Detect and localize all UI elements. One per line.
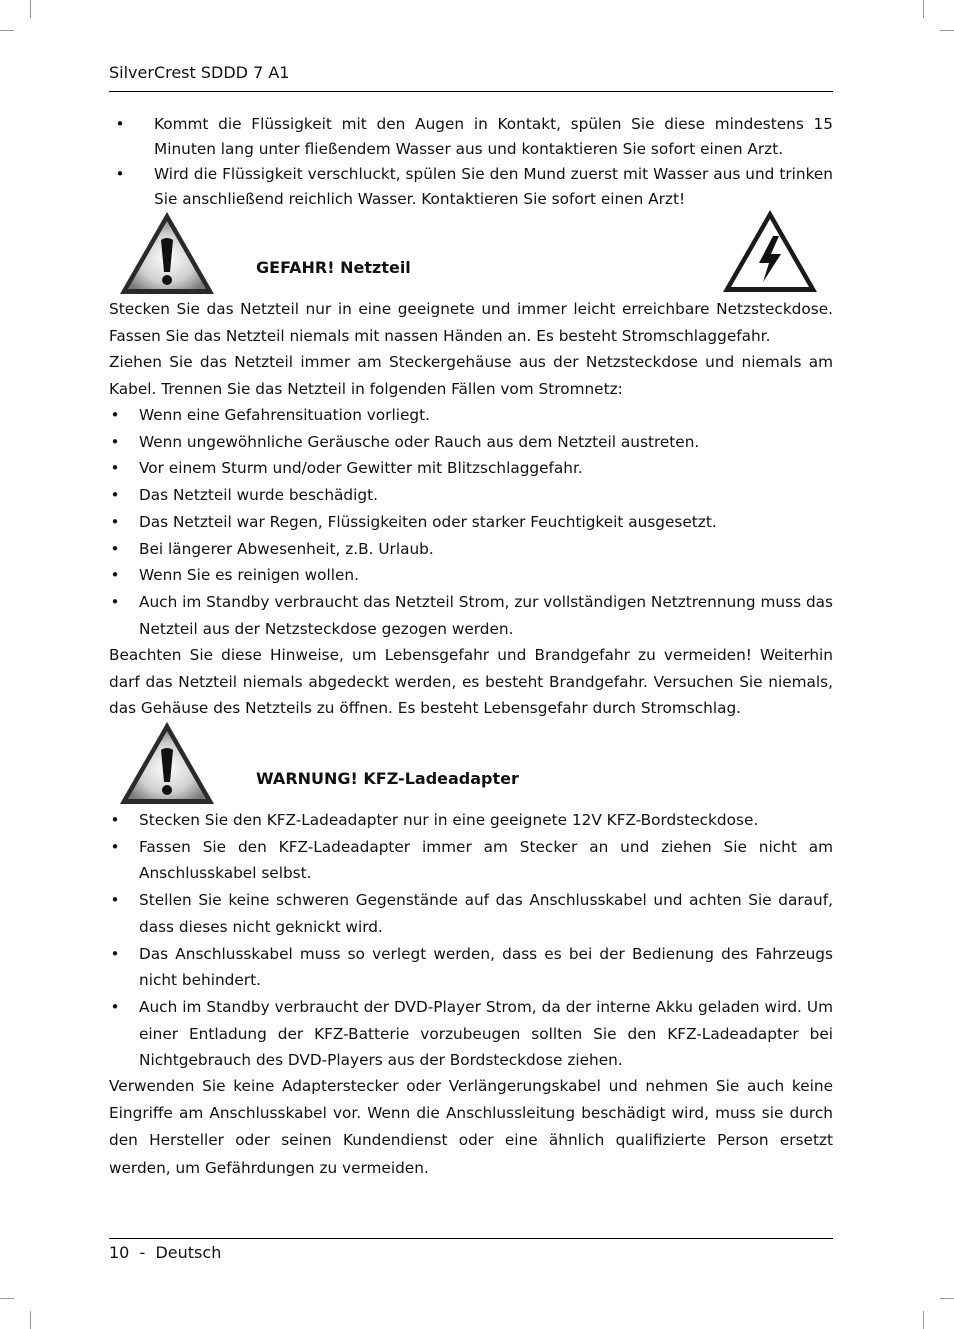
list-item: • Stellen Sie keine schweren Gegenstände auf das Anschlusskabel und achten Sie darauf, dass dieses nicht geknickt wird. [110, 891, 833, 936]
list-item: • Vor einem Sturm und/oder Gewitter mit Blitzschlaggefahr. [110, 459, 583, 478]
list-item: • Stecken Sie den KFZ-Ladeadapter nur in eine geeignete 12V KFZ-Bordsteckdose. [110, 811, 759, 829]
section-heading-car-adapter: WARNUNG! KFZ-Ladeadapter [256, 769, 519, 788]
list-item: • Das Netzteil wurde beschädigt. [110, 486, 378, 505]
section-heading-power-adapter: GEFAHR! Netzteil [256, 258, 411, 277]
page-footer [109, 1243, 221, 1262]
top-bullet-list [109, 112, 833, 212]
paragraph: Beachten Sie diese Hinweise, um Lebensgefahr und Brandgefahr zu vermeiden! Weiterhin darf das Netzteil niemals abgedeckt werden, es besteht Brandgefahr. Versuchen Sie niemals, das Gehäuse des Netzteils zu öffnen. Es besteht Lebensgefahr durch Stromschlag. [109, 646, 833, 717]
list-item: • Kommt die Flüssigkeit mit den Augen in Kontakt, spülen Sie diese mindestens 15 Minuten lang unter fließendem Wasser aus und kontaktieren Sie sofort einen Arzt. [115, 115, 833, 158]
header-rule [109, 91, 833, 92]
crop-mark [923, 0, 924, 18]
crop-mark [30, 0, 31, 18]
list-item: • Auch im Standby verbraucht der DVD-Player Strom, da der interne Akku geladen wird. Um einer Entladung der KFZ-Batterie vorzubeugen sollten Sie den KFZ-Ladeadapter bei Nichtgebrauch des DVD-Players aus der Bordsteckdose ziehen. [110, 997, 833, 1070]
page-number-language: 10 - Deutsch [109, 1243, 222, 1262]
crop-mark [0, 30, 14, 31]
list-item: • Auch im Standby verbraucht das Netzteil Strom, zur vollständigen Netztrennung muss das Netzteil aus der Netzsteckdose gezogen werden. [110, 592, 833, 638]
footer-rule [109, 1238, 833, 1239]
crop-mark [0, 1298, 14, 1299]
electric-hazard-icon [721, 208, 819, 294]
list-item: • Wenn eine Gefahrensituation vorliegt. [110, 406, 430, 424]
crop-mark [940, 30, 954, 31]
list-item: • Das Netzteil war Regen, Flüssigkeiten oder starker Feuchtigkeit ausgesetzt. [110, 512, 717, 531]
list-item: • Das Anschlusskabel muss so verlegt werden, dass es bei der Bedienung des Fahrzeugs nicht behindert. [110, 944, 833, 990]
crop-mark [940, 1298, 954, 1299]
car-adapter-bullet-list [109, 807, 833, 1074]
power-adapter-bullet-list [109, 402, 833, 642]
list-item: • Wird die Flüssigkeit verschluckt, spülen Sie den Mund zuerst mit Wasser aus und trinken Sie anschließend reichlich Wasser. Kontaktieren Sie sofort einen Arzt! [115, 165, 833, 208]
page-header-title: SilverCrest SDDD 7 A1 [109, 63, 290, 82]
list-item: • Wenn Sie es reinigen wollen. [110, 566, 359, 585]
paragraph: Ziehen Sie das Netzteil immer am Steckergehäuse aus der Netzsteckdose und niemals am Kabel. Trennen Sie das Netzteil in folgenden Fällen vom Stromnetz: [109, 353, 833, 398]
paragraph: Stecken Sie das Netzteil nur in eine geeignete und immer leicht erreichbare Netzsteckdose. Fassen Sie das Netzteil niemals mit nassen Händen an. Es besteht Stromschlaggefahr. [109, 300, 833, 345]
crop-mark [923, 1311, 924, 1329]
crop-mark [30, 1311, 31, 1329]
warning-exclamation-icon [118, 720, 216, 806]
warning-exclamation-icon [118, 210, 216, 296]
paragraph: Verwenden Sie keine Adapterstecker oder Verlängerungskabel und nehmen Sie auch keine Eingriffe am Anschlusskabel vor. Wenn die Anschlussleitung beschädigt wird, muss sie durch den Hersteller oder seinen Kundendienst oder eine ähnlich qualifizierte Person ersetzt werden, um Gefährdungen zu vermeiden. [109, 1077, 833, 1177]
list-item: • Bei längerer Abwesenheit, z.B. Urlaub. [110, 539, 434, 558]
list-item: • Fassen Sie den KFZ-Ladeadapter immer am Stecker an und ziehen Sie nicht am Anschlusskabel selbst. [110, 837, 833, 883]
list-item: • Wenn ungewöhnliche Geräusche oder Rauch aus dem Netzteil austreten. [110, 432, 700, 451]
